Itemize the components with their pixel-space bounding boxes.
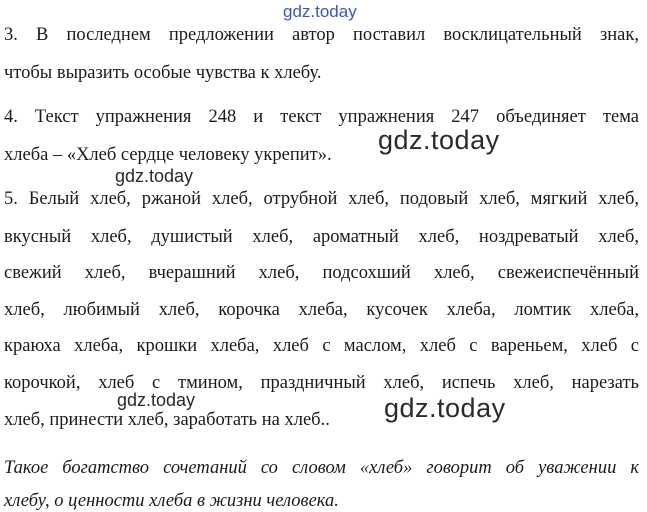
item-5-line-1: 5. Белый хлеб, ржаной хлеб, отрубной хлеб, подовый хлеб, мягкий хлеб, [4, 189, 639, 209]
item-5-line-4: хлеб, любимый хлеб, корочка хлеба, кусочек хлеба, ломтик хлеба, [4, 300, 639, 320]
item-5-line-6: корочкой, хлеб с тмином, праздничный хлеб, испечь хлеб, нарезать [4, 373, 639, 393]
item-5-line-5: краюха хлеба, крошки хлеба, хлеб с маслом, хлеб с вареньем, хлеб с [4, 336, 639, 356]
item-3-line-2: чтобы выразить особые чувства к хлебу. [4, 63, 322, 83]
conclusion-line-1: Такое богатство сочетаний со словом «хлеб» говорит об уважении к [4, 458, 639, 478]
watermark-bottom-right: gdz.today [384, 393, 506, 423]
item-4-line-1: 4. Текст упражнения 248 и текст упражнения 247 объединяет тема [4, 107, 639, 127]
watermark-top: gdz.today [283, 2, 357, 21]
conclusion-line-2: хлебу, о ценности хлеба в жизни человека. [4, 491, 339, 511]
item-5-line-2: вкусный хлеб, душистый хлеб, ароматный хлеб, ноздреватый хлеб, [4, 227, 639, 247]
watermark-mid-left: gdz.today [115, 166, 194, 186]
watermark-mid-right: gdz.today [378, 125, 500, 155]
item-4-line-2: хлеба – «Хлеб сердце человеку укрепит». [4, 145, 332, 165]
item-5-line-7: хлеб, принести хлеб, заработать на хлеб.. [4, 410, 330, 430]
item-3-line-1: 3. В последнем предложении автор поставил восклицательный знак, [4, 25, 639, 45]
item-5-line-3: свежий хлеб, вчерашний хлеб, подсохший хлеб, свежеиспечённый [4, 263, 639, 283]
watermark-bottom-left: gdz.today [117, 390, 196, 410]
